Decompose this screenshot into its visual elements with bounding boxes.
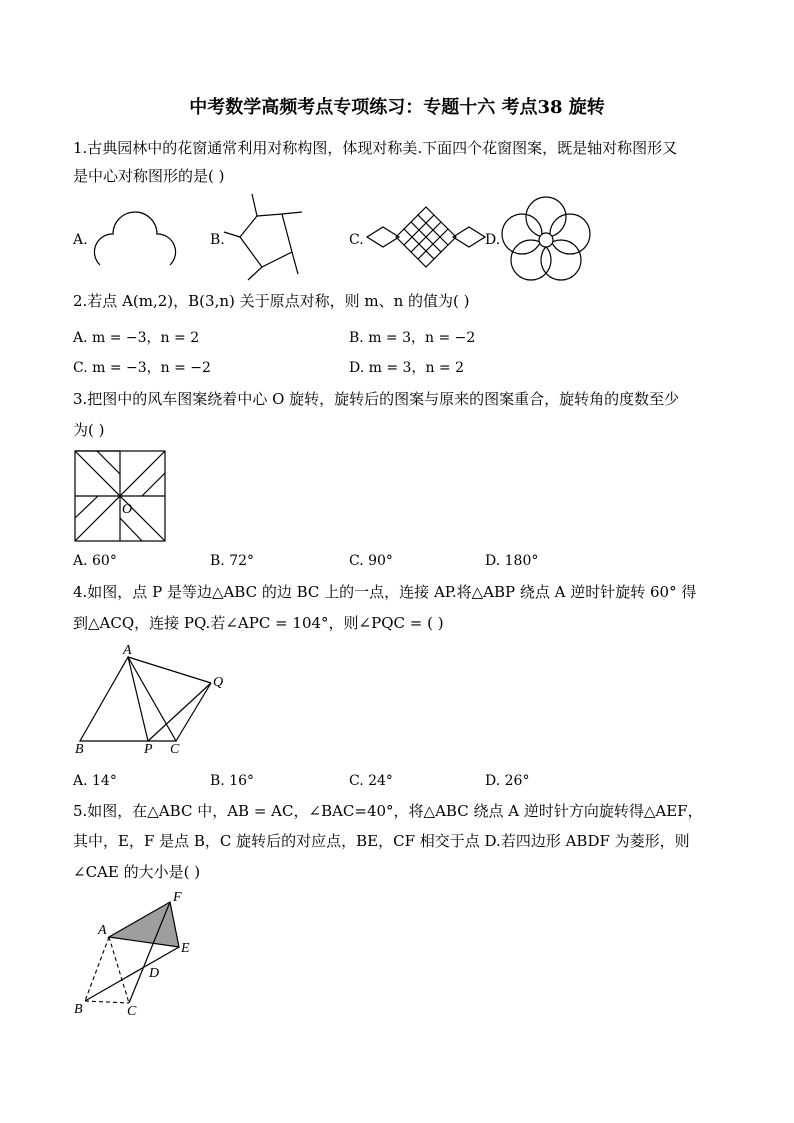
q3-stem-line-2: 为( ) (73, 421, 105, 439)
q3-option-b: B. 72° (210, 553, 255, 569)
q5-point-label-b: B (74, 1002, 83, 1017)
q4-point-label-b: B (75, 742, 84, 757)
q1-stem-line-2: 是中心对称图形的是( ) (73, 167, 225, 185)
q3-figure-pinwheel (74, 450, 169, 545)
q4-option-b: B. 16° (210, 773, 255, 789)
q1-stem-line-1: 1.古典园林中的花窗通常利用对称构图，体现对称美.下面四个花窗图案，既是轴对称图形又 (73, 139, 678, 157)
q3-option-c: C. 90° (349, 553, 393, 569)
q5-point-label-c: C (127, 1004, 137, 1019)
q2-option-a: A. m = −3，n = 2 (73, 330, 200, 346)
q4-stem-line-1: 4.如图，点 P 是等边△ABC 的边 BC 上的一点，连接 AP.将△ABP 绕点 A 逆时针旋转 60° 得 (73, 583, 697, 601)
q1-figure-a-cloud-window (88, 210, 183, 270)
q4-option-c: C. 24° (349, 773, 393, 789)
q3-option-a: A. 60° (73, 553, 117, 569)
q1-option-d: D. (485, 232, 501, 248)
q5-point-label-a: A (98, 923, 107, 938)
q2-option-b: B. m = 3，n = −2 (349, 330, 476, 346)
q3-point-label-o: O (122, 502, 133, 517)
q2-option-c: C. m = −3，n = −2 (73, 360, 211, 376)
q5-stem-line-2: 其中，E，F 是点 B，C 旋转后的对应点，BE，CF 相交于点 D.若四边形 ABDF 为菱形，则 (73, 832, 690, 850)
q1-figure-c-lattice-window (365, 205, 487, 269)
q1-option-b: B. (210, 232, 225, 248)
page-title: 中考数学高频考点专项练习：专题十六 考点38 旋转 (189, 97, 605, 118)
q4-point-label-a: A (123, 643, 132, 658)
q2-stem: 2.若点 A(m,2)，B(3,n) 关于原点对称，则 m、n 的值为( ) (73, 292, 470, 310)
q5-point-label-e: E (181, 941, 190, 956)
q3-stem-line-1: 3.把图中的风车图案绕着中心 O 旋转，旋转后的图案与原来的图案重合，旋转角的度数至少 (73, 390, 680, 408)
q5-point-label-f: F (173, 890, 182, 905)
q1-figure-d-flower-window (501, 197, 591, 283)
q4-stem-line-2: 到△ACQ，连接 PQ.若∠APC = 104°，则∠PQC = ( ) (73, 614, 444, 632)
q5-stem-line-3: ∠CAE 的大小是( ) (73, 863, 201, 881)
q2-option-d: D. m = 3，n = 2 (349, 360, 464, 376)
q4-option-a: A. 14° (73, 773, 117, 789)
q4-point-label-p: P (144, 742, 153, 757)
q5-figure-rotated-triangles (72, 890, 212, 1020)
q3-option-d: D. 180° (485, 553, 539, 569)
q5-stem-line-1: 5.如图，在△ABC 中，AB = AC，∠BAC=40°，将△ABC 绕点 A 逆时针方向旋转得△AEF， (73, 802, 703, 820)
q4-option-d: D. 26° (485, 773, 530, 789)
q1-option-a: A. (73, 232, 88, 248)
q1-figure-b-pentagon-window (222, 192, 312, 282)
q5-point-label-d: D (149, 966, 160, 981)
q1-option-c: C. (349, 232, 364, 248)
q4-point-label-c: C (170, 742, 180, 757)
q4-figure-triangle (70, 645, 240, 760)
q4-point-label-q: Q (213, 675, 224, 690)
